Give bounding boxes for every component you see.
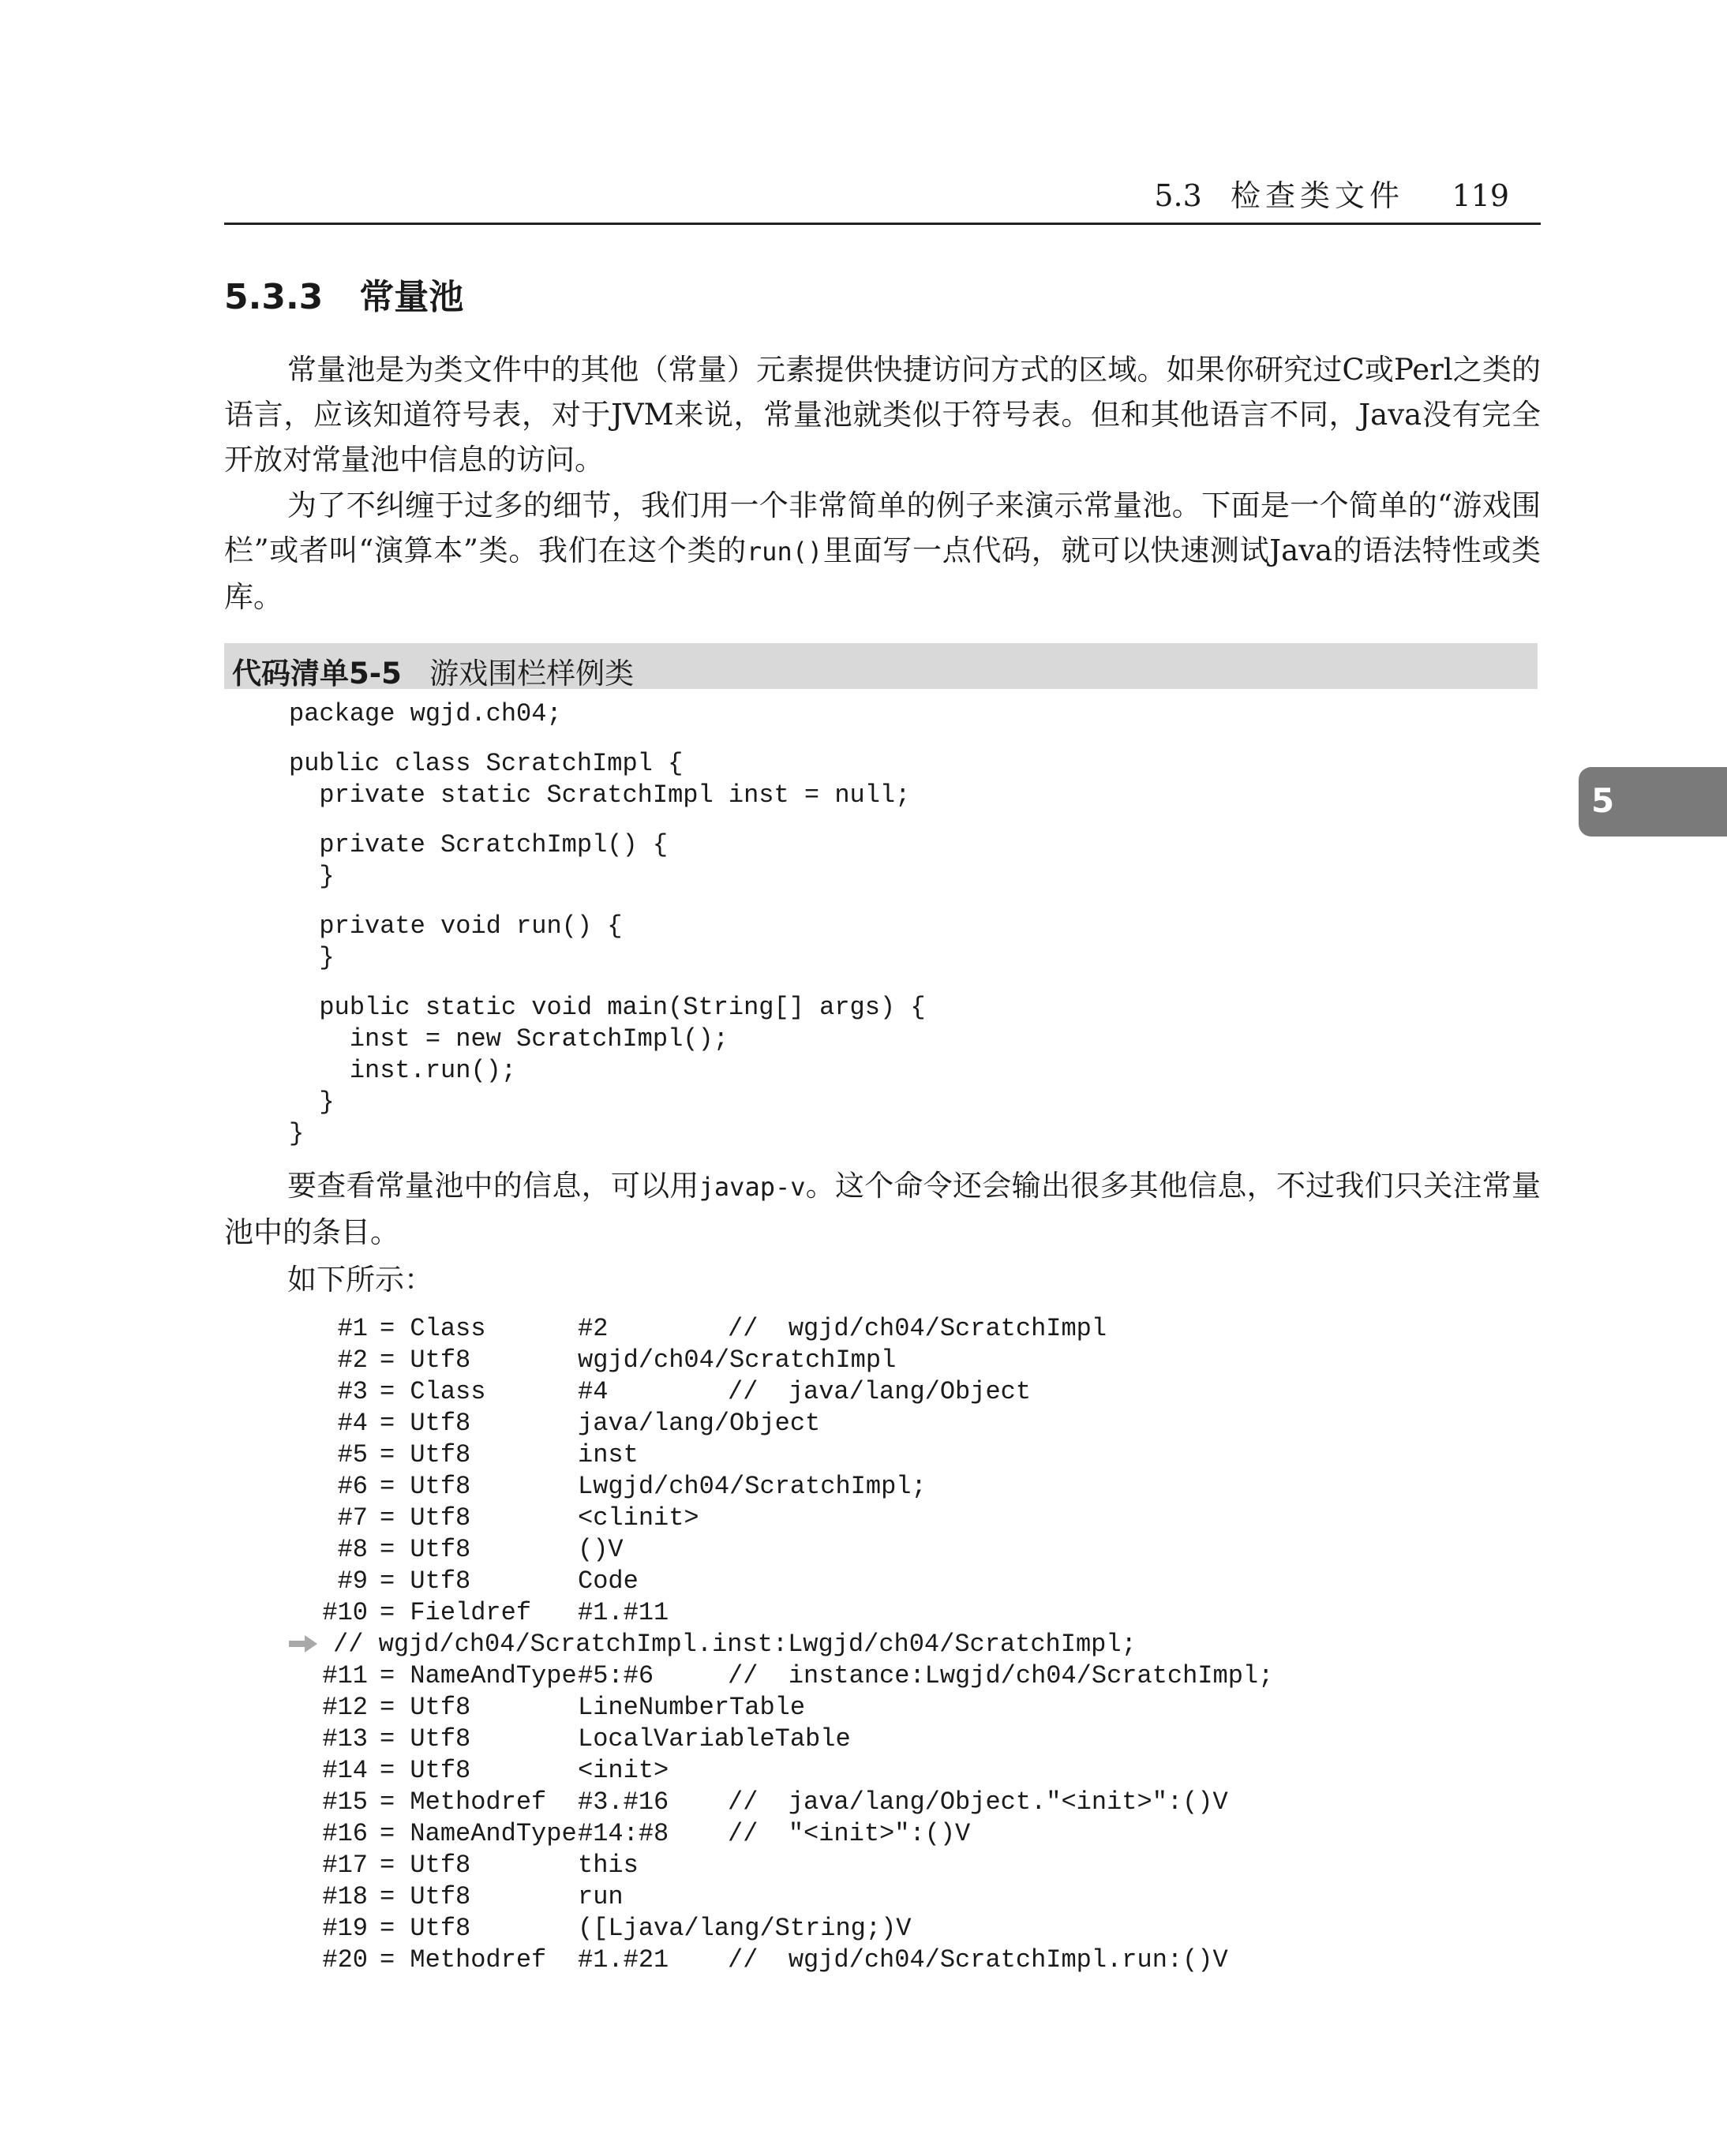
paragraph-javap: [224, 1163, 1541, 1255]
entry-index: #10: [322, 1598, 368, 1627]
paragraph-intro: 常量池是为类文件中的其他（常量）元素提供快捷访问方式的区域。如果你研究过C或Perl之类的语言，应该知道符号表，对于JVM来说，常量池就类似于符号表。但和其他语言不同，Java没有完全开放对常量池中信息的访问。: [224, 353, 1541, 477]
entry-value: #1.#11: [578, 1598, 669, 1627]
entry-value: #14:#8: [578, 1819, 669, 1848]
running-header-text: [1154, 171, 1509, 215]
entry-index: #17: [322, 1851, 368, 1880]
chapter-side-tab: [1579, 767, 1727, 837]
entry-type: = Utf8: [380, 1851, 471, 1880]
running-header: [224, 178, 1541, 225]
entry-type: = Utf8: [380, 1914, 471, 1943]
paragraph-as-follows: 如下所示：: [287, 1263, 433, 1297]
entry-value: run: [578, 1882, 624, 1911]
entry-type: = Methodref: [380, 1787, 547, 1817]
section-number: 5.3.3: [224, 277, 324, 317]
entry-index: #7: [337, 1503, 368, 1533]
listing-label: 代码清单5-5: [232, 657, 402, 691]
paragraph-scratch-text-2: 里面写一点代码，就可以快速测试Java的语法特性或类库。: [224, 533, 1542, 614]
header-title: 检查类文件: [1231, 178, 1405, 213]
entry-value: #3.#16: [578, 1787, 669, 1817]
entry-index: #19: [322, 1914, 368, 1943]
code-line: }: [289, 862, 335, 891]
entry-index: #5: [337, 1440, 368, 1469]
entry-comment: // instance:Lwgjd/ch04/ScratchImpl;: [728, 1661, 1274, 1690]
entry-index: #8: [337, 1535, 368, 1564]
inline-code-run: run(): [746, 537, 823, 567]
entry-value: wgjd/ch04/ScratchImpl: [578, 1346, 897, 1375]
code-line: }: [289, 943, 335, 972]
entry-type: = Utf8: [380, 1409, 471, 1438]
entry-index: #20: [322, 1945, 368, 1974]
entry-type: = Utf8: [380, 1724, 471, 1754]
entry-type: = Utf8: [380, 1882, 471, 1911]
entry-value: LocalVariableTable: [578, 1724, 851, 1754]
chapter-number: 5: [1591, 781, 1615, 820]
code-line: private ScratchImpl() {: [289, 830, 669, 859]
entry-value: LineNumberTable: [578, 1693, 806, 1722]
code-line: public static void main(String[] args) {: [289, 993, 926, 1022]
entry-type: = NameAndType: [380, 1661, 577, 1690]
entry-value: #2: [578, 1314, 609, 1343]
entry-type: = Methodref: [380, 1945, 547, 1974]
entry-type: = Utf8: [380, 1440, 471, 1469]
code-listing: [289, 698, 926, 1150]
code-line: inst = new ScratchImpl();: [289, 1024, 729, 1054]
code-listing-caption: [224, 643, 1538, 689]
entry-comment: // java/lang/Object."<init>":()V: [728, 1787, 1228, 1817]
entry-type: = Utf8: [380, 1693, 471, 1722]
code-line: package wgjd.ch04;: [289, 699, 562, 728]
entry-type: = Class: [380, 1377, 486, 1406]
entry-type: = Utf8: [380, 1472, 471, 1501]
entry-value: inst: [578, 1440, 639, 1469]
entry-index: #6: [337, 1472, 368, 1501]
header-section-number: 5.3: [1154, 178, 1202, 213]
entry-type: = Utf8: [380, 1346, 471, 1375]
entry-value: java/lang/Object: [578, 1409, 821, 1438]
entry-index: #15: [322, 1787, 368, 1817]
code-line: }: [289, 1087, 335, 1117]
entry-value: ()V: [578, 1535, 624, 1564]
paragraph-scratch: [224, 483, 1541, 619]
entry-type: = Utf8: [380, 1566, 471, 1596]
entry-type: = Class: [380, 1314, 486, 1343]
entry-index: #16: [322, 1819, 368, 1848]
paragraph-javap-text-2: 。这个命令还会输出很多其他信息，不过我们只关注常量池中的条目。: [224, 1169, 1541, 1249]
entry-index: #1: [337, 1314, 368, 1343]
entry-value: <clinit>: [578, 1503, 699, 1533]
code-line: public class ScratchImpl {: [289, 749, 684, 778]
continuation-arrow-icon: [289, 1635, 317, 1653]
entry-type: = Utf8: [380, 1503, 471, 1533]
entry-index: #2: [337, 1346, 368, 1375]
code-line: private void run() {: [289, 911, 623, 941]
code-line: private static ScratchImpl inst = null;: [289, 780, 911, 810]
page-number: 119: [1452, 178, 1509, 213]
entry-index: #12: [322, 1693, 368, 1722]
code-line: inst.run();: [289, 1056, 517, 1085]
entry-comment: // wgjd/ch04/ScratchImpl.run:()V: [728, 1945, 1228, 1974]
entry-value: #4: [578, 1377, 609, 1406]
entry-type: = NameAndType: [380, 1819, 577, 1848]
entry-value: Code: [578, 1566, 639, 1596]
paragraph-scratch-text-1: 为了不纠缠于过多的细节，我们用一个非常简单的例子来演示常量池。下面是一个简单的“游戏围栏”或者叫“演算本”类。我们在这个类的: [224, 488, 1541, 567]
paragraph-javap-text-1: 要查看常量池中的信息，可以用: [287, 1169, 699, 1203]
entry-value: <init>: [578, 1756, 669, 1785]
section-title: 常量池: [359, 277, 464, 317]
entry-index: #13: [322, 1724, 368, 1754]
entry-value: this: [578, 1851, 639, 1880]
listing-title: 游戏围栏样例类: [429, 657, 635, 691]
entry-index: #18: [322, 1882, 368, 1911]
entry-comment: // java/lang/Object: [728, 1377, 1032, 1406]
entry-index: #9: [337, 1566, 368, 1596]
entry-comment: // wgjd/ch04/ScratchImpl: [728, 1314, 1107, 1343]
code-line: }: [289, 1119, 305, 1148]
entry-comment: // "<init>":()V: [728, 1819, 971, 1848]
continuation-comment: // wgjd/ch04/ScratchImpl.inst:Lwgjd/ch04/ScratchImpl;: [333, 1630, 1137, 1659]
entry-value: ([Ljava/lang/String;)V: [578, 1914, 912, 1943]
code-listing-title: [232, 649, 634, 692]
entry-value: #5:#6: [578, 1661, 654, 1690]
entry-value: #1.#21: [578, 1945, 669, 1974]
section-heading: [224, 268, 463, 319]
entry-index: #3: [337, 1377, 368, 1406]
entry-type: = Utf8: [380, 1756, 471, 1785]
inline-code-javap: javap-v: [699, 1172, 806, 1202]
entry-type: = Fieldref: [380, 1598, 532, 1627]
entry-index: #14: [322, 1756, 368, 1785]
entry-value: Lwgjd/ch04/ScratchImpl;: [578, 1472, 927, 1501]
entry-index: #4: [337, 1409, 368, 1438]
entry-type: = Utf8: [380, 1535, 471, 1564]
entry-index: #11: [322, 1661, 368, 1690]
